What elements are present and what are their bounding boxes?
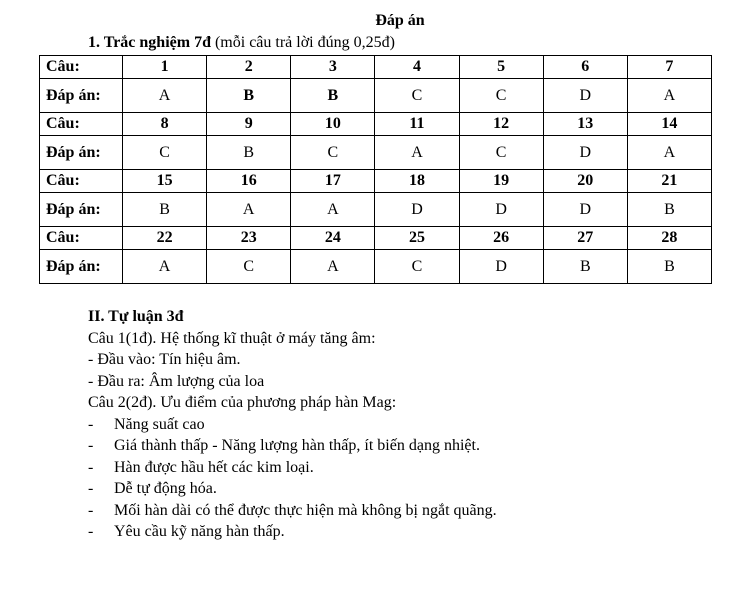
bullet-dash: - [88,458,94,476]
question-number-cell: 20 [543,170,627,193]
section2-line: Câu 1(1đ). Hệ thống kĩ thuật ở máy tăng âm: [88,329,376,347]
answer-cell: B [543,250,627,284]
answer-cell: B [627,250,711,284]
bullet-dash: - [88,523,94,540]
answer-row-label: Đáp án: [40,136,123,170]
bullet-text: Năng suất cao [114,415,205,433]
question-number-cell: 9 [207,113,291,136]
answer-cell: A [291,250,375,284]
answer-cell: B [291,79,375,113]
answer-cell: D [375,193,459,227]
question-row [40,113,712,136]
bullet-text: Hàn được hầu hết các kim loại. [114,458,314,476]
answer-row-label: Đáp án: [40,193,123,227]
answer-row [40,79,712,113]
bullet-item [88,457,497,479]
question-number-cell: 5 [459,56,543,79]
section1-heading-note: (mỗi câu trả lời đúng 0,25đ) [210,34,395,51]
question-number-cell: 8 [123,113,207,136]
answer-row-label: Đáp án: [40,79,123,113]
question-number-cell: 3 [291,56,375,79]
answer-cell: D [543,79,627,113]
question-row-label: Câu: [40,227,123,250]
answer-cell: C [291,136,375,170]
answer-cell: A [123,250,207,284]
answer-cell: A [207,193,291,227]
answer-cell: C [375,250,459,284]
bullet-dash: - [88,415,94,433]
answer-row [40,250,712,284]
answer-cell: D [543,136,627,170]
answer-cell: C [207,250,291,284]
answer-table [39,55,712,284]
answer-cell: A [627,79,711,113]
question-number-cell: 23 [207,227,291,250]
bullet-text: Yêu cầu kỹ năng hàn thấp. [114,523,285,540]
section1-heading [88,34,395,52]
answer-cell: D [459,250,543,284]
question-number-cell: 22 [123,227,207,250]
answer-cell: A [627,136,711,170]
question-number-cell: 7 [627,56,711,79]
question-row [40,170,712,193]
bullet-item [88,414,497,436]
bullet-dash: - [88,437,94,454]
section2 [88,306,497,543]
question-number-cell: 19 [459,170,543,193]
question-row [40,227,712,250]
question-number-cell: 17 [291,170,375,193]
question-number-cell: 16 [207,170,291,193]
question-number-cell: 25 [375,227,459,250]
question-number-cell: 15 [123,170,207,193]
question-row-label: Câu: [40,113,123,136]
question-number-cell: 24 [291,227,375,250]
answer-cell: B [123,193,207,227]
question-row-label: Câu: [40,170,123,193]
bullet-item [88,435,497,457]
question-row [40,56,712,79]
question-row-label: Câu: [40,56,123,79]
question-number-cell: 27 [543,227,627,250]
question-number-cell: 14 [627,113,711,136]
question-number-cell: 26 [459,227,543,250]
question-number-cell: 28 [627,227,711,250]
bullet-item [88,521,497,543]
bullet-text: Giá thành thấp - Năng lượng hàn thấp, ít biến dạng nhiệt. [114,437,480,454]
section2-line: - Đầu vào: Tín hiệu âm. [88,351,241,368]
bullet-item [88,478,497,500]
question-number-cell: 2 [207,56,291,79]
bullet-text: Dễ tự động hóa. [114,480,217,497]
question-number-cell: 18 [375,170,459,193]
answer-row [40,193,712,227]
question-number-cell: 21 [627,170,711,193]
page-title: Đáp án [375,12,425,29]
section2-line: Câu 2(2đ). Ưu điểm của phương pháp hàn Mag: [88,394,397,411]
answer-cell: A [291,193,375,227]
section2-heading: II. Tự luận 3đ [88,308,184,325]
question-number-cell: 6 [543,56,627,79]
answer-cell: B [207,136,291,170]
question-number-cell: 1 [123,56,207,79]
question-number-cell: 12 [459,113,543,136]
bullet-text: Mối hàn dài có thể được thực hiện mà không bị ngắt quãng. [114,501,497,519]
answer-cell: C [459,79,543,113]
answer-cell: D [543,193,627,227]
answer-cell: C [459,136,543,170]
bullet-item [88,500,497,522]
section1-heading-bold: 1. Trắc nghiệm 7đ [88,34,211,51]
question-number-cell: 13 [543,113,627,136]
answer-cell: A [375,136,459,170]
answer-row-label: Đáp án: [40,250,123,284]
question-number-cell: 10 [291,113,375,136]
section2-line: - Đầu ra: Âm lượng của loa [88,372,265,390]
answer-row [40,136,712,170]
answer-cell: A [123,79,207,113]
question-number-cell: 11 [375,113,459,136]
answer-cell: D [459,193,543,227]
answer-cell: B [207,79,291,113]
bullet-dash: - [88,480,94,497]
question-number-cell: 4 [375,56,459,79]
answer-cell: B [627,193,711,227]
bullet-dash: - [88,501,94,519]
answer-cell: C [375,79,459,113]
answer-cell: C [123,136,207,170]
